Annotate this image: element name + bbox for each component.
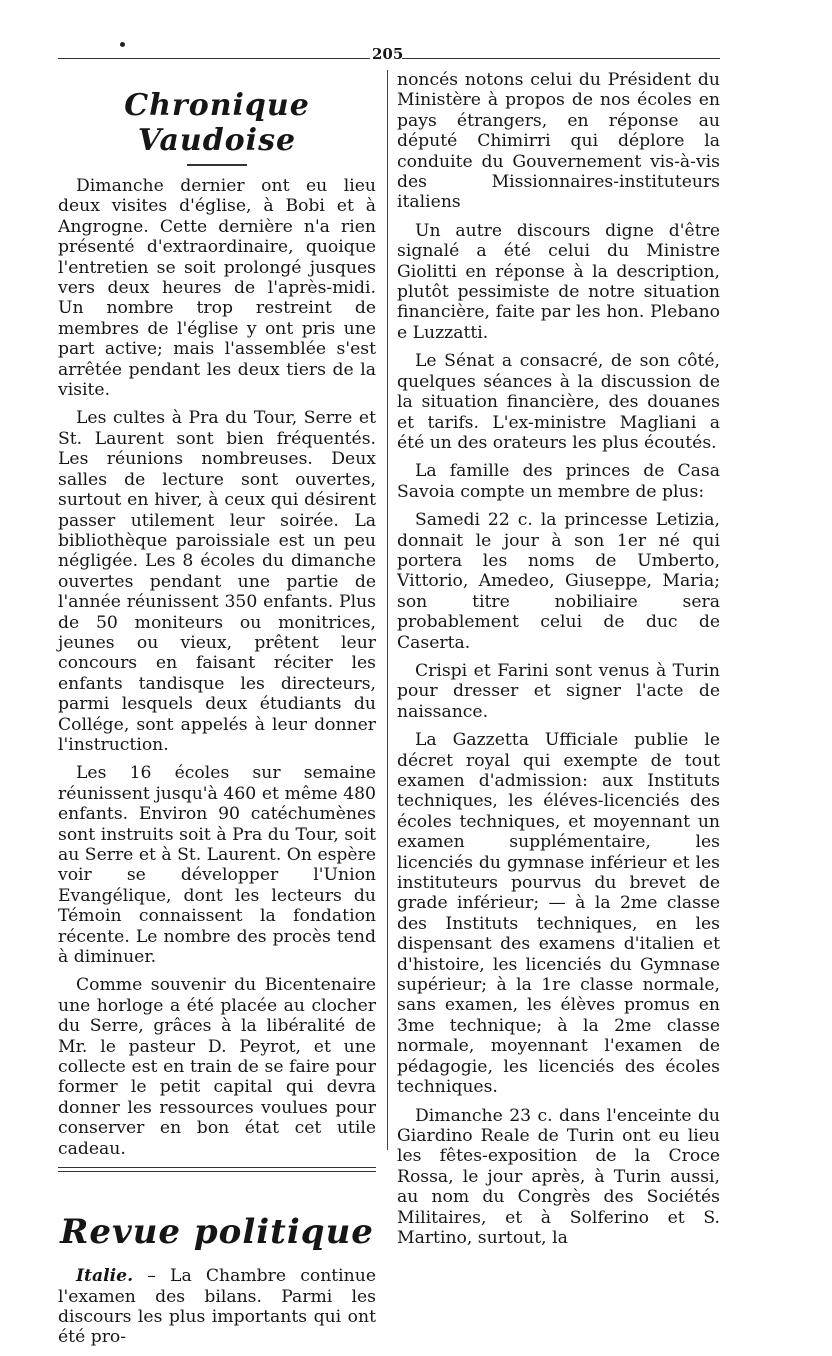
- paragraph: Les cultes à Pra du Tour, Serre et St. Laurent sont bien fréquentés. Les réunions nombreuses. Deux salles de lecture sont ouvertes, surtout en hiver, à ceux qui désirent passer utilement leur soirée. La bibliothèque paroissiale est un peu négligée. Les 8 écoles du dimanche ouvertes pendant une partie de l'année réunissent 350 enfants. Plus de 50 moniteurs ou monitrices, jeunes ou vieux, prêtent leur concours en faisant réciter les enfants tandisque les directeurs, parmi lesquels deux étudiants du Collége, sont appelés à leur donner l'instruction.: [58, 408, 376, 755]
- ink-speck: [120, 42, 125, 47]
- paragraph: Un autre discours digne d'être signalé a été celui du Ministre Giolitti en réponse à la description, plutôt pessimiste de notre situation financière, faite par les hon. Plebano e Luzzatti.: [397, 220, 720, 343]
- paragraph-italie: [58, 1266, 376, 1348]
- paragraph: Comme souvenir du Bicentenaire une horloge a été placée au clocher du Serre, grâces à la libéralité de Mr. le pasteur D. Peyrot, et une collecte est en train de se faire pour former le petit capital qui devra donner les ressources voulues pour conserver en bon état cet utile cadeau.: [58, 975, 376, 1159]
- paragraph: La Gazzetta Ufficiale publie le décret royal qui exempte de tout examen d'admission: aux Instituts techniques, les éléves-licenciés des écoles techniques, et moyennant un examen supplémentaire, les licenciés du gymnase inférieur et les instituteurs pourvus du brevet de grade inférieur; — à la 2me classe des Instituts techniques, en les dispensant des examens d'italien et d'histoire, les licenciés du Gymnase supérieur; à la 1re classe normale, sans examen, les élèves promus en 3me technique; à la 2me classe normale, moyennant l'examen de pédagogie, les licenciés des écoles techniques.: [397, 730, 720, 1098]
- paragraph: Crispi et Farini sont venus à Turin pour dresser et signer l'acte de naissance.: [397, 660, 720, 722]
- page-number: 205: [372, 45, 404, 63]
- paragraph: Samedi 22 c. la princesse Letizia, donnait le jour à son 1er né qui portera les noms de Umberto, Vittorio, Amedeo, Giuseppe, Maria; son titre nobiliaire sera probablement celui de duc de Caserta.: [397, 510, 720, 653]
- paragraph: Dimanche 23 c. dans l'enceinte du Giardino Reale de Turin ont eu lieu les fêtes-exposition de la Croce Rossa, le jour après, à Turin aussi, au nom du Congrès des Sociétés Militaires, et à Solferino et S. Martino, surtout, la: [397, 1105, 720, 1248]
- header-rule-right: [402, 58, 720, 59]
- section-heading-chronique: Chronique Vaudoise: [124, 88, 310, 158]
- left-column: [58, 70, 376, 1356]
- italie-text: – La Chambre continue l'examen des bilans. Parmi les discours les plus importants qui ont été pro-: [58, 1266, 376, 1348]
- right-column: [397, 70, 720, 1256]
- paragraph: noncés notons celui du Président du Ministère à propos de nos écoles en pays étrangers, en réponse au député Chimirri qui déplore la conduite du Gouvernement vis-à-vis des Missionnaires-instituteurs italiens: [397, 70, 720, 213]
- section-divider: [58, 1167, 376, 1172]
- heading-rule: [187, 164, 247, 166]
- section-heading-revue: Revue politique: [60, 1212, 374, 1253]
- paragraph: La famille des princes de Casa Savoia compte un membre de plus:: [397, 461, 720, 502]
- paragraph: Les 16 écoles sur semaine réunissent jusqu'à 460 et même 480 enfants. Environ 90 catéchumènes sont instruits soit à Pra du Tour, soit au Serre et à St. Laurent. On espère voir se développer l'Union Evangélique, dont les lecteurs du Témoin connaissent la fondation récente. Le nombre des procès tend à diminuer.: [58, 763, 376, 968]
- paragraph: Le Sénat a consacré, de son côté, quelques séances à la discussion de la situation financière, des douanes et tarifs. L'ex-ministre Magliani a été un des orateurs les plus écoutés.: [397, 351, 720, 453]
- header-rule-left: [58, 58, 370, 59]
- column-divider: [387, 70, 388, 1150]
- paragraph: Dimanche dernier ont eu lieu deux visites d'église, à Bobi et à Angrogne. Cette dernière n'a rien présenté d'extraordinaire, quoique l'entretien se soit prolongé jusques vers deux heures de l'après-midi. Un nombre trop restreint de membres de l'église y ont pris une part active; mais l'assemblée s'est arrêtée pendant les deux tiers de la visite.: [58, 176, 376, 401]
- italie-lead: Italie.: [76, 1266, 134, 1287]
